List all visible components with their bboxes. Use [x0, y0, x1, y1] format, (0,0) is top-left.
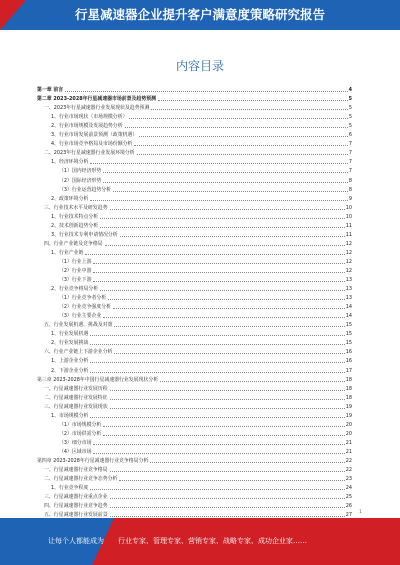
- footer-slogan-left: 让每个人都能成为: [48, 537, 104, 545]
- toc-entry-label: 4、行业市场竞争格局及市场份额分析: [51, 141, 133, 148]
- toc-entry-page: 27: [345, 512, 352, 519]
- toc-entry-page: 16: [345, 349, 352, 356]
- toc-entry[interactable]: [37, 165, 352, 174]
- toc-entry[interactable]: [37, 283, 352, 292]
- toc-entry-label: （2）行业竞争强度分析: [59, 304, 112, 311]
- toc-entry-page: 13: [345, 286, 352, 293]
- toc-entry[interactable]: [37, 120, 352, 129]
- toc-entry-label: 1、行业竞争程度: [51, 485, 89, 492]
- toc-entry[interactable]: [37, 437, 352, 446]
- toc-entry[interactable]: [37, 102, 352, 111]
- toc-leader-dots: [125, 127, 348, 128]
- toc-entry-label: （1）行业上游: [59, 258, 92, 265]
- toc-entry-page: 5: [348, 114, 352, 121]
- toc-leader-dots: [85, 254, 344, 255]
- toc-leader-dots: [65, 91, 347, 92]
- toc-entry[interactable]: [37, 147, 352, 156]
- toc-entry-label: 2、技术创新趋势分析: [51, 222, 99, 229]
- toc-leader-dots: [90, 163, 348, 164]
- toc-entry-label: 2、下游企业分析: [51, 367, 89, 374]
- toc-entry[interactable]: [37, 401, 352, 410]
- page-number: 1: [359, 510, 362, 515]
- toc-entry[interactable]: [37, 292, 352, 301]
- toc-leader-dots: [158, 100, 348, 101]
- toc-entry-label: 五、行业发展机遇、挑战及对策: [44, 322, 113, 329]
- toc-entry[interactable]: [37, 364, 352, 373]
- toc-entry-label: 第二章 2023-2028年行星减速器市场前景及趋势预测: [37, 96, 156, 103]
- toc-leader-dots: [93, 272, 344, 273]
- toc-heading: 内容目录: [175, 59, 224, 73]
- toc-entry[interactable]: [37, 174, 352, 183]
- toc-entry[interactable]: [37, 310, 352, 319]
- toc-entry-page: 16: [345, 358, 352, 365]
- toc-entry-label: 2、行业发展挑战: [51, 340, 89, 347]
- toc-entry-label: 2、行业竞争格局分析: [51, 286, 99, 293]
- toc-leader-dots: [110, 209, 345, 210]
- toc-entry[interactable]: [37, 446, 352, 455]
- toc-entry-page: 12: [345, 258, 352, 265]
- toc-entry-label: 第四章 2023-2028年行星减速器行业竞争格局分析: [37, 457, 149, 464]
- toc-leader-dots: [110, 408, 345, 409]
- toc-entry[interactable]: [37, 319, 352, 328]
- toc-leader-dots: [134, 145, 348, 146]
- toc-entry-page: 5: [348, 96, 352, 103]
- toc-entry-page: 7: [348, 150, 352, 157]
- toc-leader-dots: [103, 182, 348, 183]
- toc-entry-page: 11: [345, 231, 352, 238]
- toc-leader-dots: [110, 471, 345, 472]
- toc-entry-page: 15: [345, 331, 352, 338]
- toc-entry[interactable]: [37, 211, 352, 220]
- toc-entry[interactable]: [37, 482, 352, 491]
- toc-entry-page: 17: [345, 367, 352, 374]
- toc-leader-dots: [110, 507, 345, 508]
- toc-entry[interactable]: [37, 111, 352, 120]
- toc-entry-page: 12: [345, 240, 352, 247]
- toc-entry[interactable]: [37, 84, 352, 93]
- toc-leader-dots: [103, 426, 345, 427]
- toc-entry-page: 20: [345, 430, 352, 437]
- toc-entry[interactable]: [37, 238, 352, 247]
- toc-entry-page: 24: [345, 485, 352, 492]
- toc-leader-dots: [113, 191, 348, 192]
- toc-entry-label: 二、2023年行星减速器行业发展环境分析: [44, 150, 135, 157]
- toc-entry-page: 12: [345, 249, 352, 256]
- footer-slogan-right: 行业专家、管理专家、营销专家、战略专家、成功企业家……: [118, 537, 307, 545]
- toc-leader-dots: [93, 263, 344, 264]
- toc-entry-label: 3、行业市场发展前景预测（政策机遇）: [51, 132, 138, 139]
- toc-entry-page: 7: [348, 141, 352, 148]
- toc-leader-dots: [120, 236, 345, 237]
- toc-entry-label: （3）行业运营趋势分析: [59, 186, 112, 193]
- toc-entry-label: 3、行业技术专利申请情况分析: [51, 231, 118, 238]
- toc-entry-page: 4: [348, 87, 352, 94]
- toc-entry[interactable]: [37, 337, 352, 346]
- toc-entry-page: 21: [345, 439, 352, 446]
- toc-entry[interactable]: [37, 138, 352, 147]
- toc-entry[interactable]: [37, 392, 352, 401]
- toc-entry-page: 18: [345, 394, 352, 401]
- toc-entry-page: 15: [345, 322, 352, 329]
- toc-leader-dots: [93, 453, 344, 454]
- toc-entry-page: 22: [345, 467, 352, 474]
- toc-entry-label: 2、政策环境分析: [51, 195, 89, 202]
- toc-entry[interactable]: [37, 301, 352, 310]
- toc-leader-dots: [90, 335, 344, 336]
- toc-entry[interactable]: [37, 374, 352, 383]
- toc-entry-label: 二、行星减速器行业发展特征: [44, 394, 108, 401]
- toc-leader-dots: [160, 381, 345, 382]
- toc-entry-label: 三、行星减速器行业重点企业: [44, 494, 108, 501]
- toc-leader-dots: [93, 444, 344, 445]
- toc-entry-label: （3）细分市场: [59, 439, 92, 446]
- toc-leader-dots: [90, 344, 344, 345]
- toc-leader-dots: [129, 118, 347, 119]
- toc-entry-label: 1、市场规模分析: [51, 412, 89, 419]
- toc-entry-label: 1、行业发展机遇: [51, 331, 89, 338]
- toc-entry-page: 7: [348, 159, 352, 166]
- toc-leader-dots: [105, 245, 345, 246]
- toc-entry-label: 三、行星减速器行业发展现状: [44, 403, 108, 410]
- toc-leader-dots: [119, 480, 344, 481]
- toc-entry[interactable]: [37, 93, 352, 102]
- toc-entry[interactable]: [37, 256, 352, 265]
- toc-entry[interactable]: [37, 346, 352, 355]
- toc-entry-label: 一、行星减速器行业发展历程: [44, 385, 108, 392]
- toc-leader-dots: [114, 326, 344, 327]
- toc-entry-page: 6: [348, 132, 352, 139]
- report-header-banner: [0, 0, 400, 30]
- toc-entry[interactable]: [37, 156, 352, 165]
- toc-entry-page: 19: [345, 412, 352, 419]
- toc-entry-page: 8: [348, 177, 352, 184]
- toc-entry-page: 21: [345, 448, 352, 455]
- toc-entry[interactable]: [37, 274, 352, 283]
- toc-entry-label: 1、行业市场现状（市场规模分析）: [51, 114, 128, 121]
- toc-entry-page: 7: [348, 168, 352, 175]
- toc-entry-page: 14: [345, 313, 352, 320]
- toc-entry[interactable]: [37, 229, 352, 238]
- toc-leader-dots: [114, 353, 344, 354]
- toc-entry-label: 一、行星减速器行业竞争格局: [44, 467, 108, 474]
- toc-leader-dots: [100, 227, 345, 228]
- toc-entry-label: （2）行业中游: [59, 267, 92, 274]
- toc-entry-label: 2、行业市场规模及发展趋势分析: [51, 123, 123, 130]
- toc-entry-page: 5: [348, 123, 352, 130]
- toc-leader-dots: [90, 372, 344, 373]
- toc-entry[interactable]: [37, 129, 352, 138]
- toc-leader-dots: [113, 308, 345, 309]
- toc-entry-label: 1、经济环境分析: [51, 159, 89, 166]
- toc-leader-dots: [110, 498, 345, 499]
- toc-leader-dots: [137, 154, 348, 155]
- table-of-contents: [37, 84, 352, 518]
- toc-leader-dots: [103, 435, 345, 436]
- toc-entry-label: （3）行业下游: [59, 277, 92, 284]
- toc-entry-page: 26: [345, 503, 352, 510]
- toc-entry-page: 5: [348, 105, 352, 112]
- toc-entry-page: 9: [348, 195, 352, 202]
- toc-entry-page: 20: [345, 421, 352, 428]
- toc-entry[interactable]: [37, 410, 352, 419]
- toc-entry-label: 1、上游企业分析: [51, 358, 89, 365]
- toc-entry-label: 1、行业产业链: [51, 249, 84, 256]
- toc-leader-dots: [110, 390, 345, 391]
- toc-entry[interactable]: [37, 473, 352, 482]
- toc-entry-label: （1）国内经济形势: [59, 168, 102, 175]
- toc-entry[interactable]: [37, 455, 352, 464]
- toc-entry-page: 25: [345, 494, 352, 501]
- toc-entry[interactable]: [37, 193, 352, 202]
- toc-entry-label: 四、行星减速器行业竞争趋势: [44, 503, 108, 510]
- toc-entry-page: 23: [345, 476, 352, 483]
- toc-leader-dots: [93, 281, 344, 282]
- toc-entry-page: 22: [345, 457, 352, 464]
- toc-entry-page: 18: [345, 385, 352, 392]
- toc-entry[interactable]: [37, 500, 352, 509]
- toc-entry-label: （2）国际经济形势: [59, 177, 102, 184]
- toc-entry-label: （1）市场规模分析: [59, 421, 102, 428]
- toc-entry[interactable]: [37, 184, 352, 193]
- toc-entry-page: 12: [345, 267, 352, 274]
- toc-entry-page: 8: [348, 186, 352, 193]
- toc-entry-label: 1、行业技术特点分析: [51, 213, 99, 220]
- toc-entry[interactable]: [37, 428, 352, 437]
- toc-leader-dots: [108, 299, 345, 300]
- toc-entry-page: 13: [345, 277, 352, 284]
- toc-entry-label: 一、2023年行星减速器行业发展现状及趋势预测: [44, 105, 150, 112]
- toc-entry[interactable]: [37, 202, 352, 211]
- toc-entry-label: 五、行星减速器行业发展前景: [44, 512, 108, 519]
- toc-entry-page: 10: [345, 213, 352, 220]
- toc-leader-dots: [139, 136, 348, 137]
- toc-entry-label: 三、行业技术水平及研发趋势: [44, 204, 108, 211]
- report-title: 行星减速器企业提升客户满意度策略研究报告: [74, 7, 325, 22]
- toc-leader-dots: [100, 290, 345, 291]
- toc-leader-dots: [90, 362, 344, 363]
- toc-entry-page: 18: [345, 376, 352, 383]
- toc-entry-label: （3）行业主要企业: [59, 313, 102, 320]
- toc-entry[interactable]: [37, 247, 352, 256]
- toc-entry-page: 13: [345, 295, 352, 302]
- toc-entry-page: 14: [345, 304, 352, 311]
- toc-leader-dots: [150, 462, 344, 463]
- toc-entry[interactable]: [37, 383, 352, 392]
- toc-entry-label: 第一章 前言: [37, 87, 64, 94]
- toc-entry[interactable]: [37, 419, 352, 428]
- footer-banner: [0, 518, 400, 565]
- toc-entry-page: 19: [345, 403, 352, 410]
- toc-leader-dots: [90, 200, 348, 201]
- toc-entry[interactable]: [37, 491, 352, 500]
- toc-entry-page: 11: [345, 222, 352, 229]
- toc-entry[interactable]: [37, 464, 352, 473]
- toc-entry-label: 第三章 2023-2028年中国行星减速器行业发展现状分析: [37, 376, 159, 383]
- toc-leader-dots: [110, 399, 345, 400]
- toc-entry-page: 10: [345, 204, 352, 211]
- toc-entry-label: （4）区域市场: [59, 448, 92, 455]
- toc-entry-label: （2）市场供需分析: [59, 430, 102, 437]
- toc-leader-dots: [103, 317, 345, 318]
- toc-entry-label: 二、行星减速器行业竞争态势分析: [44, 476, 118, 483]
- toc-entry[interactable]: [37, 355, 352, 364]
- toc-entry-label: 六、行业产业链上下游企业分析: [44, 349, 113, 356]
- toc-leader-dots: [90, 417, 344, 418]
- toc-entry[interactable]: [37, 328, 352, 337]
- toc-leader-dots: [151, 109, 348, 110]
- toc-entry[interactable]: [37, 220, 352, 229]
- toc-entry[interactable]: [37, 265, 352, 274]
- toc-entry-label: （1）行业竞争者分析: [59, 295, 107, 302]
- toc-entry-page: 15: [345, 340, 352, 347]
- toc-entry-label: 四、行业产业链及竞争格局: [44, 240, 103, 247]
- toc-leader-dots: [90, 489, 344, 490]
- toc-leader-dots: [100, 218, 345, 219]
- toc-leader-dots: [103, 172, 348, 173]
